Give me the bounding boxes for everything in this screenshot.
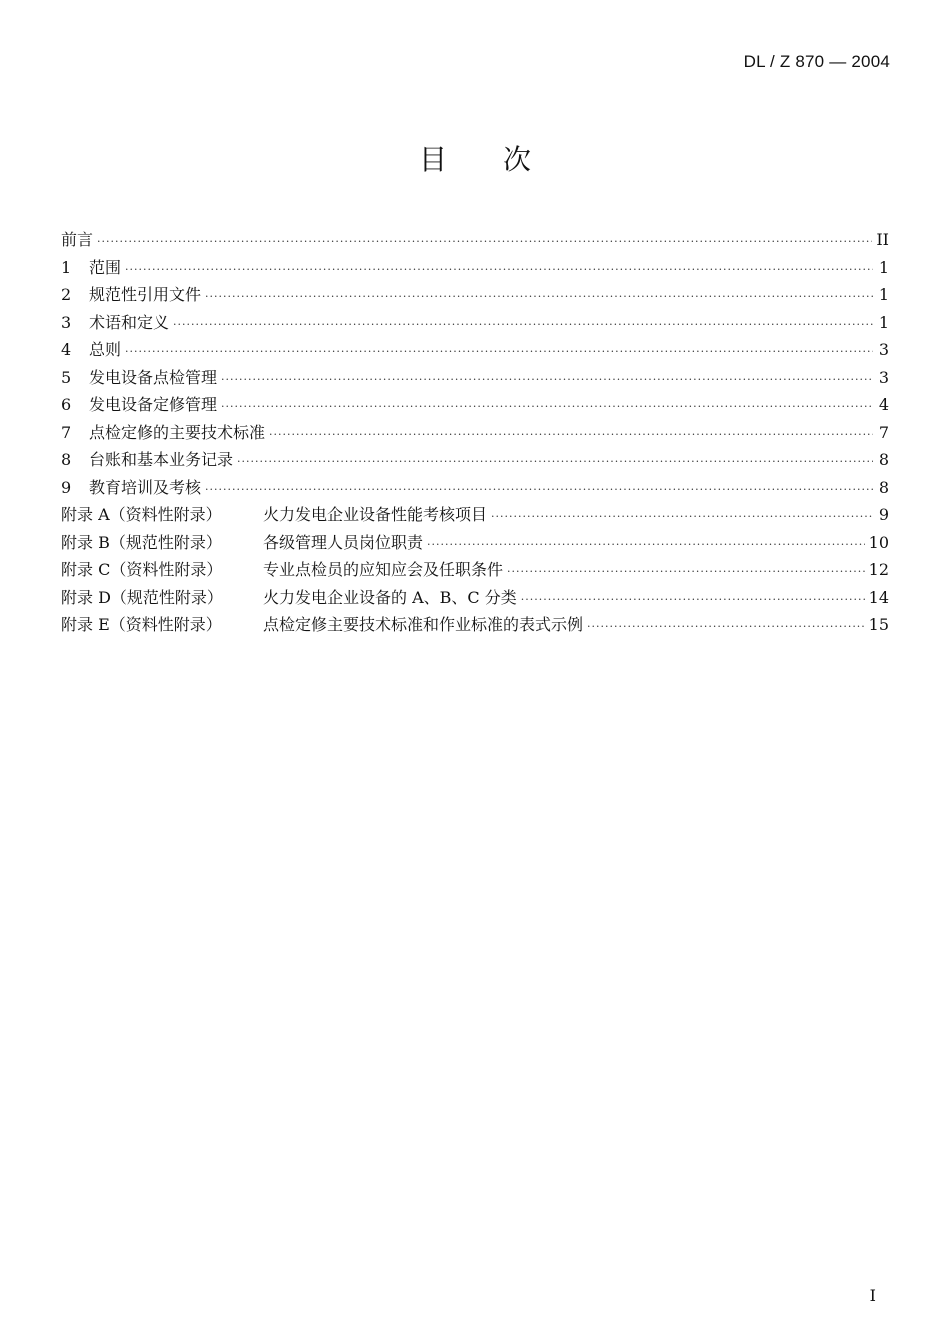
toc-entry-page: 8	[878, 477, 889, 497]
toc-entry-title: 前言	[61, 230, 94, 249]
toc-entry-page: 14	[868, 587, 889, 607]
toc-entry-title: 术语和定义	[89, 312, 170, 332]
toc-entry[interactable]	[61, 556, 889, 584]
toc-entry-page: 7	[878, 422, 889, 442]
dot-leader	[125, 256, 873, 284]
toc-entry[interactable]	[61, 611, 889, 639]
toc-entry[interactable]	[61, 529, 889, 557]
toc-entry-page: 1	[878, 312, 889, 332]
toc-entry-title: 总则	[89, 340, 122, 359]
dot-leader	[427, 531, 865, 559]
toc-entry-title: 规范性引用文件	[89, 285, 202, 304]
dot-leader	[125, 338, 873, 366]
dot-leader	[221, 393, 873, 421]
dot-leader	[205, 283, 873, 311]
toc-entry[interactable]	[61, 501, 889, 529]
toc-entry[interactable]	[61, 446, 889, 474]
dot-leader	[173, 311, 873, 339]
dot-leader	[221, 366, 873, 394]
dot-leader	[269, 421, 873, 449]
toc-entry-page: 3	[878, 367, 889, 387]
toc-entry[interactable]	[61, 281, 889, 309]
toc-entry-page: 1	[878, 257, 889, 277]
dot-leader	[97, 228, 872, 256]
toc-entry-title: 台账和基本业务记录	[89, 450, 234, 469]
toc-entry-annex: 附录 C（资料性附录）	[61, 560, 223, 579]
toc-entry-page: 1	[878, 285, 889, 304]
dot-leader	[587, 613, 865, 641]
toc-entry[interactable]	[61, 474, 889, 502]
toc-entry-number: 3	[61, 312, 72, 332]
toc-entry-number: 4	[61, 340, 72, 359]
toc-entry-annex: 附录 A（资料性附录）	[61, 505, 222, 524]
toc-entry-number: 7	[61, 422, 72, 442]
toc-entry[interactable]	[61, 391, 889, 419]
dot-leader	[491, 503, 873, 531]
toc-entry-title: 发电设备定修管理	[89, 395, 218, 414]
toc-entry[interactable]	[61, 309, 889, 337]
dot-leader	[237, 448, 873, 476]
toc-entry-title: 范围	[89, 257, 122, 277]
toc-entry[interactable]	[61, 336, 889, 364]
toc-entry[interactable]	[61, 364, 889, 392]
toc-entry-number: 9	[61, 477, 72, 497]
toc-entry-annex: 附录 B（规范性附录）	[61, 532, 222, 552]
dot-leader	[507, 558, 865, 586]
toc-entry-title: 点检定修的主要技术标准	[89, 422, 266, 442]
toc-entry-title: 各级管理人员岗位职责	[263, 532, 424, 552]
standard-code: DL / Z 870 — 2004	[743, 52, 890, 71]
page-title: 目次	[418, 143, 587, 176]
toc-entry-page: 15	[868, 615, 889, 634]
toc-entry-page: 4	[878, 395, 889, 414]
toc-entry[interactable]	[61, 419, 889, 447]
toc-entry-number: 5	[61, 367, 72, 387]
toc-entry-title: 专业点检员的应知应会及任职条件	[263, 560, 504, 579]
toc-entry[interactable]	[61, 584, 889, 612]
toc-entry-title: 火力发电企业设备性能考核项目	[263, 505, 488, 524]
toc-entry[interactable]	[61, 254, 889, 282]
toc-entry-page: II	[876, 230, 889, 249]
table-of-contents	[61, 226, 889, 639]
toc-entry-page: 9	[878, 505, 889, 524]
dot-leader	[521, 586, 865, 614]
page-number: I	[869, 1286, 876, 1305]
toc-entry-title: 教育培训及考核	[89, 477, 202, 497]
toc-entry-title: 发电设备点检管理	[89, 367, 218, 387]
toc-entry-page: 8	[878, 450, 889, 469]
toc-entry[interactable]	[61, 226, 889, 254]
dot-leader	[205, 476, 873, 504]
toc-entry-number: 8	[61, 450, 72, 469]
toc-entry-annex: 附录 E（资料性附录）	[61, 615, 222, 634]
toc-entry-page: 10	[868, 532, 889, 552]
toc-entry-number: 1	[61, 257, 72, 277]
toc-entry-page: 12	[868, 560, 889, 579]
toc-entry-annex: 附录 D（规范性附录）	[61, 587, 223, 607]
toc-entry-title: 火力发电企业设备的 A、B、C 分类	[263, 587, 517, 607]
toc-entry-number: 6	[61, 395, 72, 414]
toc-entry-title: 点检定修主要技术标准和作业标准的表式示例	[263, 615, 584, 634]
toc-entry-number: 2	[61, 285, 72, 304]
toc-entry-page: 3	[878, 340, 889, 359]
